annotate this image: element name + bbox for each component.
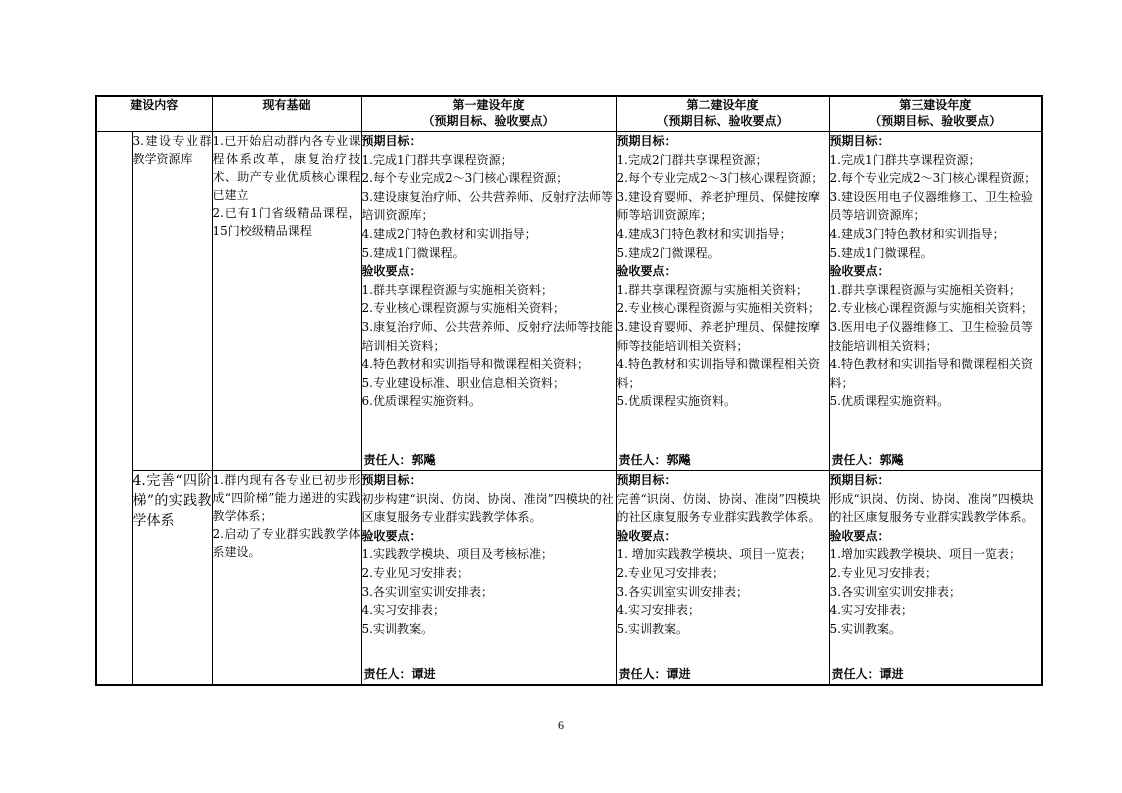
check-item: 5.实训教案。 — [616, 621, 688, 636]
goal-label: 预期目标： — [616, 473, 677, 487]
responsible-person: 责任人：谭进 — [618, 667, 691, 682]
check-item: 1. 增加实践教学模块、项目一览表； — [616, 547, 812, 562]
header-row — [96, 96, 1042, 132]
year1-cell — [361, 132, 616, 471]
year3-cell — [829, 132, 1042, 471]
base-paragraph: 2.启动了专业群实践教学体系建设。 — [212, 527, 361, 559]
check-item: 5.专业建设标准、职业信息相关资料； — [361, 375, 565, 390]
check-item: 5.优质课程实施资料。 — [616, 394, 736, 409]
header-year2: 第二建设年度 （预期目标、验收要点） — [616, 96, 829, 132]
goal-item: 完善“识岗、仿岗、协岗、准岗”四模块的社区康复服务专业群实践教学体系。 — [616, 491, 821, 525]
item-cell: 3.建设专业群教学资源库 — [132, 132, 212, 471]
check-item: 2.专业见习安排表； — [361, 565, 469, 580]
check-item: 6.优质课程实施资料。 — [361, 394, 481, 409]
check-item: 3.各实训室实训安排表； — [829, 584, 961, 599]
check-label: 验收要点： — [361, 528, 422, 543]
goal-item: 2.每个专业完成2～3门核心课程资源； — [829, 171, 1037, 186]
check-item: 2.专业核心课程资源与实施相关资料； — [361, 301, 565, 316]
year2-cell — [616, 471, 829, 686]
construction-plan-table — [95, 95, 1043, 686]
base-paragraph: 2.已有1门省级精品课程，15门校级精品课程 — [212, 206, 361, 238]
goal-item: 4.建成2门特色教材和实训指导； — [361, 226, 537, 241]
check-item: 1.群共享课程资源与实施相关资料； — [361, 282, 553, 297]
base-text — [213, 471, 361, 561]
responsible-person: 责任人：郭飚 — [831, 453, 904, 468]
check-label: 验收要点： — [361, 264, 422, 279]
base-cell — [212, 471, 361, 686]
base-text — [213, 132, 361, 240]
check-item: 1.增加实践教学模块、项目一览表； — [829, 547, 1021, 562]
responsible-person: 责任人：谭进 — [363, 667, 436, 682]
goal-item: 形成“识岗、仿岗、协岗、准岗”四模块的社区康复服务专业群实践教学体系。 — [829, 491, 1034, 525]
check-label: 验收要点： — [616, 528, 677, 543]
check-item: 4.特色教材和实训指导和微课程相关资料； — [829, 357, 1033, 390]
check-item: 2.专业核心课程资源与实施相关资料； — [616, 301, 820, 316]
goal-item: 2.每个专业完成2～3门核心课程资源； — [361, 171, 569, 186]
check-item: 4.实习安排表； — [829, 603, 913, 618]
check-item: 3.各实训室实训安排表； — [361, 584, 493, 599]
goal-item: 1.完成2门群共享课程资源； — [616, 152, 768, 167]
check-item: 2.专业见习安排表； — [616, 565, 724, 580]
year1-cell — [361, 471, 616, 686]
base-cell — [212, 132, 361, 471]
table-row — [96, 471, 1042, 686]
goal-item: 3.建设医用电子仪器维修工、卫生检验员等培训资源库； — [829, 189, 1033, 223]
goal-item: 4.建成3门特色教材和实训指导； — [829, 226, 1005, 241]
header-year1: 第一建设年度 （预期目标、验收要点） — [361, 96, 616, 132]
base-paragraph: 1.群内现有各专业已初步形成“四阶梯”能力递进的实践教学体系； — [212, 473, 361, 523]
check-item: 1.群共享课程资源与实施相关资料； — [829, 282, 1021, 297]
goal-item: 3.建设育婴师、养老护理员、保健按摩师等培训资源库； — [616, 189, 820, 223]
check-item: 2.专业见习安排表； — [829, 565, 937, 580]
goal-item: 1.完成1门群共享课程资源； — [361, 152, 513, 167]
check-item: 5.优质课程实施资料。 — [829, 394, 949, 409]
check-item: 3.康复治疗师、公共营养师、反射疗法师等技能培训相关资料； — [361, 319, 613, 353]
check-item: 2.专业核心课程资源与实施相关资料； — [829, 301, 1033, 316]
header-year3: 第三建设年度 （预期目标、验收要点） — [829, 96, 1042, 132]
check-label: 验收要点： — [829, 528, 890, 543]
table-row — [96, 132, 1042, 471]
year2-cell — [616, 132, 829, 471]
header-content: 建设内容 — [96, 96, 212, 132]
goal-label: 预期目标： — [829, 473, 890, 487]
goal-label: 预期目标： — [829, 134, 890, 148]
check-label: 验收要点： — [616, 264, 677, 279]
check-item: 5.实训教案。 — [361, 621, 433, 636]
item-cell: 4.完善“四阶梯”的实践教学体系 — [132, 471, 212, 686]
goal-item: 4.建成3门特色教材和实训指导； — [616, 226, 792, 241]
check-label: 验收要点： — [829, 264, 890, 279]
year3-cell — [829, 471, 1042, 686]
goal-label: 预期目标： — [361, 473, 422, 487]
check-item: 1.群共享课程资源与实施相关资料； — [616, 282, 808, 297]
check-item: 3.各实训室实训安排表； — [616, 584, 748, 599]
header-base: 现有基础 — [212, 96, 361, 132]
check-item: 5.实训教案。 — [829, 621, 901, 636]
goal-item: 5.建成1门微课程。 — [829, 245, 933, 260]
blank-cell — [96, 132, 132, 686]
base-paragraph: 1.已开始启动群内各专业课程体系改革，康复治疗技术、助产专业优质核心课程已建立 — [212, 134, 361, 202]
check-item: 3.建设育婴师、养老护理员、保健按摩师等技能培训相关资料； — [616, 319, 820, 353]
goal-item: 初步构建“识岗、仿岗、协岗、准岗”四模块的社区康复服务专业群实践教学体系。 — [361, 491, 614, 525]
check-item: 4.特色教材和实训指导和微课程相关资料； — [616, 357, 820, 390]
goal-label: 预期目标： — [361, 134, 422, 148]
check-item: 3.医用电子仪器维修工、卫生检验员等技能培训相关资料； — [829, 319, 1033, 353]
responsible-person: 责任人：郭飚 — [618, 453, 691, 468]
goal-item: 1.完成1门群共享课程资源； — [829, 152, 981, 167]
check-item: 4.实习安排表； — [616, 603, 700, 618]
responsible-person: 责任人：郭飚 — [363, 453, 436, 468]
goal-item: 5.建成1门微课程。 — [361, 245, 465, 260]
check-item: 4.实习安排表； — [361, 603, 445, 618]
goal-item: 2.每个专业完成2～3门核心课程资源； — [616, 171, 824, 186]
page-number: 6 — [558, 718, 564, 732]
check-item: 4.特色教材和实训指导和微课程相关资料； — [361, 357, 589, 372]
goal-label: 预期目标： — [616, 134, 677, 148]
responsible-person: 责任人：谭进 — [831, 667, 904, 682]
goal-item: 5.建成2门微课程。 — [616, 245, 720, 260]
check-item: 1.实践教学模块、项目及考核标准； — [361, 547, 553, 562]
goal-item: 3.建设康复治疗师、公共营养师、反射疗法师等培训资源库； — [361, 189, 613, 223]
